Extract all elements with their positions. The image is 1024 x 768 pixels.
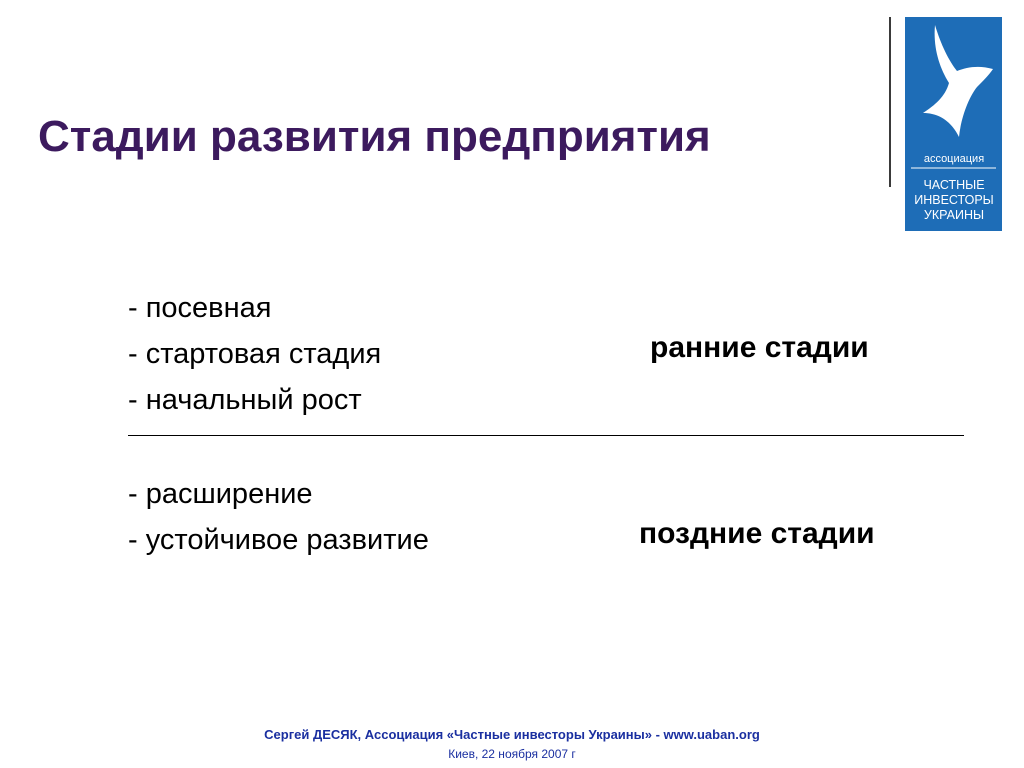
stage-divider (128, 435, 964, 436)
list-item: - начальный рост (128, 384, 362, 416)
logo-text-private: ЧАСТНЫЕ (923, 178, 985, 192)
association-logo (905, 17, 1002, 231)
early-stages-list (128, 285, 381, 423)
logo-text-investors: ИНВЕСТОРЫ (914, 193, 994, 207)
list-item: - посевная (128, 292, 272, 324)
logo-text-association: ассоциация (923, 153, 985, 165)
list-item: - устойчивое развитие (128, 524, 429, 556)
list-item: - стартовая стадия (128, 338, 382, 370)
footer-place-date: Киев, 22 ноября 2007 г (448, 747, 576, 761)
late-stages-list (128, 471, 429, 563)
logo-divider (889, 17, 891, 187)
late-stages-label: поздние стадии (639, 517, 875, 550)
footer-author: Сергей ДЕСЯК, Ассоциация «Частные инвесторы Украины» - www.uaban.org (264, 727, 760, 742)
early-stages-label: ранние стадии (650, 331, 869, 364)
logo-text-ukraine: УКРАИНЫ (923, 208, 985, 222)
slide-title: Стадии развития предприятия (38, 112, 711, 161)
list-item: - расширение (128, 478, 313, 510)
